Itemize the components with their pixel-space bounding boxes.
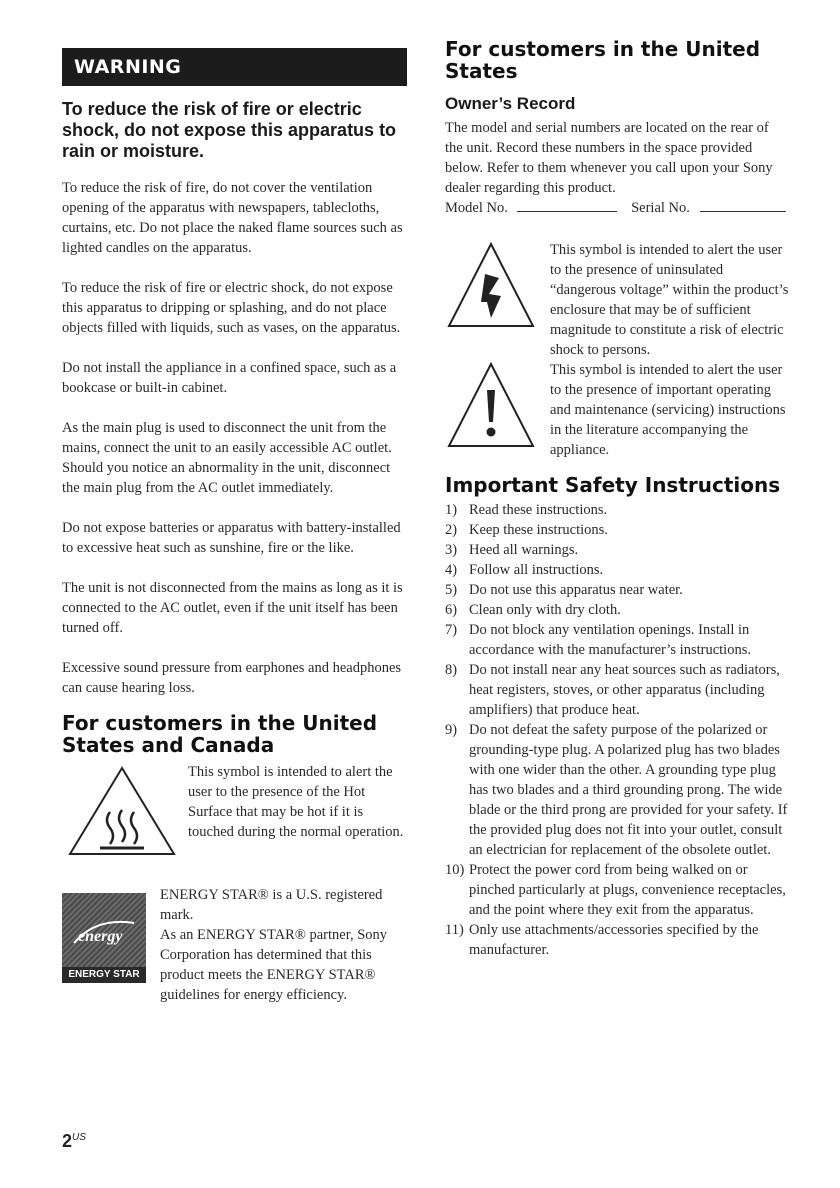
model-no-label: Model No. <box>445 200 508 216</box>
list-item: 9) Do not defeat the safety purpose of the polarized or grounding-type plug. A polarized plug has two blades with one wider than the other. A grounding type plug has two blades and a third grounding prong. The wide blade or the third prong are provided for your safety. If the provided plug does not fit into your outlet, consult an electrician for replacement of the obsolete outlet. <box>445 722 788 858</box>
serial-no-label: Serial No. <box>631 200 690 216</box>
energy-line-1: ENERGY STAR® is a U.S. registered mark. <box>160 887 383 923</box>
left-column <box>62 38 407 1005</box>
warning-paragraph: The unit is not disconnected from the mains as long as it is connected to the AC outlet, even if the unit itself has been turned off. <box>62 580 403 636</box>
energy-line-2: As an ENERGY STAR® partner, Sony Corporation has determined that this product meets the ENERGY STAR® guidelines for energy efficiency. <box>160 927 388 1003</box>
list-item: 7) Do not block any ventilation openings. Install in accordance with the manufacturer’s instructions. <box>445 622 751 658</box>
energy-logo-script: energy <box>78 928 123 945</box>
page-suffix: US <box>72 1132 86 1143</box>
warning-paragraph: Excessive sound pressure from earphones and headphones can cause hearing loss. <box>62 660 402 696</box>
energy-star-label: ENERGY STAR <box>62 967 146 983</box>
model-no-blank <box>517 199 617 212</box>
exclamation-symbol-text: This symbol is intended to alert the user to the presence of important operating and maintenance (servicing) instructions in the literature accompanying the appliance. <box>550 362 786 458</box>
warning-lead: To reduce the risk of fire or electric shock, do not expose this apparatus to rain or moisture. <box>62 99 397 161</box>
right-column <box>445 38 790 960</box>
page-number: $2^{US}$ <box>62 1131 86 1151</box>
owners-record-text: The model and serial numbers are located on the rear of the unit. Record these numbers in the space provided below. Refer to them whenever you call upon your Sony dealer regarding this product. <box>445 120 773 196</box>
model-serial-line <box>445 198 790 218</box>
list-item: 10) Protect the power cord from being walked on or pinched particularly at plugs, convenience receptacles, and the point where they exit from the apparatus. <box>445 862 786 918</box>
list-item: 4) Follow all instructions. <box>445 562 604 578</box>
list-item: 1) Read these instructions. <box>445 502 608 518</box>
warning-paragraph: Do not install the appliance in a confined space, such as a bookcase or built-in cabinet. <box>62 360 397 396</box>
energy-star-block <box>62 885 407 1005</box>
warning-banner: WARNING <box>62 48 407 86</box>
list-item: 8) Do not install near any heat sources such as radiators, heat registers, stoves, or other apparatus (including amplifiers) that produce heat. <box>445 662 780 718</box>
list-item: 11) Only use attachments/accessories specified by the manufacturer. <box>445 922 759 958</box>
exclamation-symbol-block <box>445 360 790 460</box>
safety-list <box>445 500 790 960</box>
list-item: 3) Heed all warnings. <box>445 542 579 558</box>
energy-star-logo <box>62 885 160 983</box>
exclamation-warning-icon <box>445 360 550 457</box>
list-item: 6) Clean only with dry cloth. <box>445 602 621 618</box>
us-canada-heading: For customers in the United States and Canada <box>62 711 378 757</box>
list-item: 2) Keep these instructions. <box>445 522 608 538</box>
warning-paragraph: Do not expose batteries or apparatus with battery-installed to excessive heat such as sunshine, fire or the like. <box>62 520 401 556</box>
us-heading: For customers in the United States <box>445 37 761 83</box>
lightning-symbol-block <box>445 240 790 360</box>
hot-surface-icon <box>62 762 188 867</box>
lightning-symbol-text: This symbol is intended to alert the user to the presence of uninsulated “dangerous voltage” within the product’s enclosure that may be of sufficient magnitude to constitute a risk of electric shock to persons. <box>550 242 789 358</box>
owners-record-heading: Owner’s Record <box>445 94 576 113</box>
lightning-warning-icon <box>445 240 550 337</box>
serial-no-blank <box>700 199 786 212</box>
hot-surface-block <box>62 762 407 867</box>
energy-star-text <box>160 885 407 1005</box>
safety-heading: Important Safety Instructions <box>445 473 781 497</box>
warning-paragraph: To reduce the risk of fire or electric shock, do not expose this apparatus to dripping or splashing, and do not place objects filled with liquids, such as vases, on the apparatus. <box>62 280 401 336</box>
warning-paragraph: To reduce the risk of fire, do not cover the ventilation opening of the apparatus with newspapers, tablecloths, curtains, etc. Do not place the naked flame sources such as lighted candles on the apparatus. <box>62 180 403 256</box>
hot-surface-text: This symbol is intended to alert the user to the presence of the Hot Surface that may be hot if it is touched during the normal operation. <box>188 764 404 840</box>
warning-paragraph: As the main plug is used to disconnect the unit from the mains, connect the unit to an easily accessible AC outlet. Should you notice an abnormality in the unit, disconnect the main plug from the AC outlet immediately. <box>62 420 392 496</box>
list-item: 5) Do not use this apparatus near water. <box>445 582 683 598</box>
